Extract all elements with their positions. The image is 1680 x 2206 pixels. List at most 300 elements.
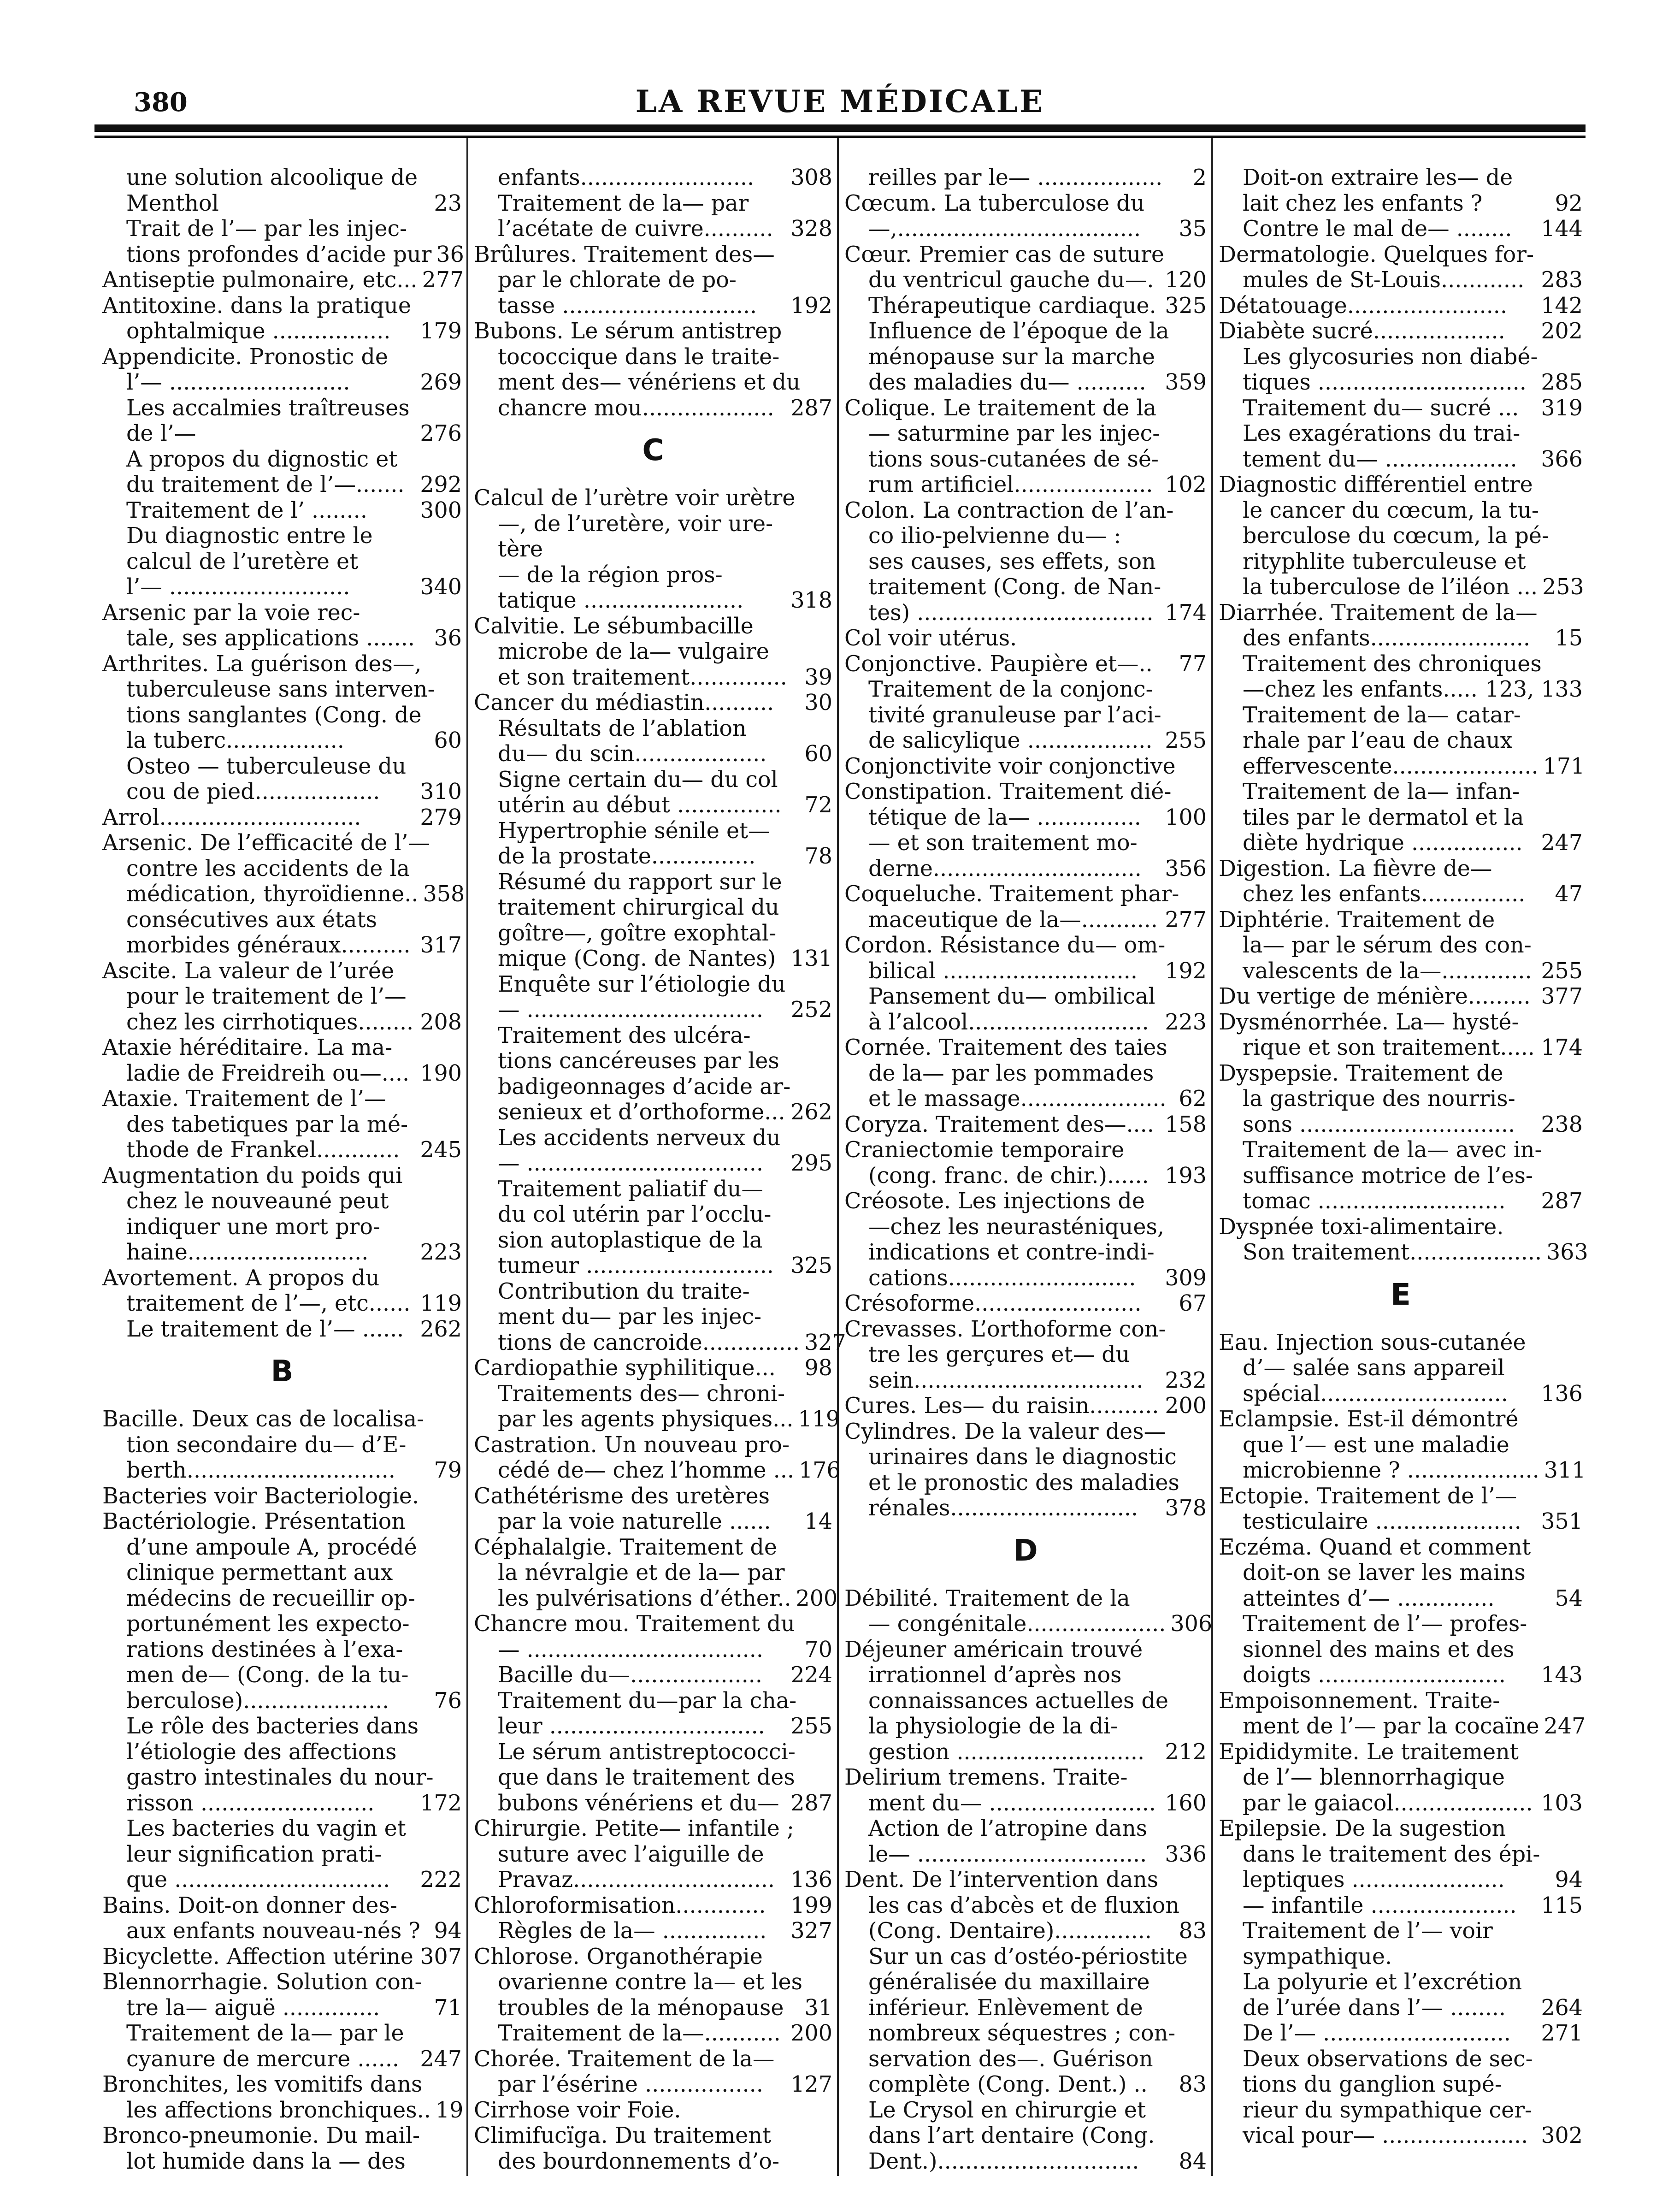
entry-text: — .................................. (498, 1151, 763, 1176)
index-entry (102, 523, 462, 600)
entry-text: senieux et d’orthoforme... (498, 1100, 785, 1125)
index-entry (474, 1177, 832, 1279)
index-line (102, 165, 462, 191)
index-line (102, 549, 462, 575)
index-line (1219, 1918, 1583, 1944)
page-reference: 317 (420, 933, 462, 958)
entry-text: ment de l’— par la cocaïne (1243, 1714, 1539, 1739)
entry-text: sein................................. (868, 1367, 1144, 1393)
index-line (102, 1509, 462, 1535)
index-line (474, 511, 832, 537)
index-line (474, 370, 832, 396)
entry-text: Cancer du médiastin.......... (474, 690, 774, 716)
entry-text: sion autoplastique de la (498, 1227, 763, 1253)
index-entry (1219, 600, 1583, 856)
index-line (1219, 319, 1583, 344)
page-reference: 255 (1541, 958, 1583, 984)
index-line (102, 1484, 462, 1509)
page-reference: 143 (1541, 1662, 1583, 1688)
index-line (102, 907, 462, 933)
page-reference: 192 (790, 293, 832, 319)
entry-text: Traitement de la conjonc- (868, 677, 1153, 702)
page-reference: 247 (1544, 1714, 1586, 1739)
index-line (474, 818, 832, 844)
entry-text: gestion ........................... (868, 1739, 1145, 1765)
page-reference: 2 (1192, 165, 1207, 190)
page-reference: 98 (804, 1355, 832, 1381)
entry-text: Les accidents nerveux du (498, 1125, 781, 1151)
entry-text: tions profondes d’acide pur (126, 242, 432, 267)
index-line (1219, 1637, 1583, 1663)
page-reference: 295 (790, 1151, 832, 1176)
entry-text: médecins de recueillir op- (126, 1585, 415, 1611)
index-line (1219, 1509, 1583, 1535)
index-line (844, 1637, 1207, 1663)
index-line (102, 1035, 462, 1061)
entry-text: Doit-on extraire les— de (1243, 165, 1513, 190)
entry-text: aux enfants nouveau-nés ? (126, 1918, 420, 1944)
index-entry (1219, 1407, 1586, 1484)
index-line (844, 1586, 1207, 1612)
index-line (844, 881, 1207, 907)
index-line (844, 1791, 1207, 1816)
index-line (1219, 805, 1583, 831)
entry-text: Les glycosuries non diabé- (1243, 344, 1538, 370)
index-line (1219, 1765, 1583, 1791)
index-line (844, 319, 1207, 344)
entry-text: tes) .................................. (868, 600, 1154, 626)
index-line (474, 242, 832, 268)
entry-text: tasse ............................ (498, 293, 757, 319)
index-line (1219, 216, 1583, 242)
entry-text: —, de l’uretère, voir ure- (498, 511, 773, 537)
index-line (474, 2149, 832, 2175)
entry-text: vical pour— ..................... (1243, 2123, 1528, 2148)
entry-text: Influence de l’époque de la (868, 319, 1169, 344)
index-line (1219, 1842, 1583, 1868)
entry-text: Bacille. Deux cas de localisa- (102, 1407, 424, 1432)
entry-text: Calcul de l’urètre voir urètre (474, 485, 796, 511)
page-reference: 340 (420, 574, 462, 600)
index-line (844, 1010, 1207, 1035)
index-entry (1219, 165, 1583, 242)
entry-text: tococcique dans le traite- (498, 344, 780, 370)
index-entry (844, 242, 1207, 396)
entry-text: Epilepsie. De la sugestion (1219, 1816, 1506, 1841)
index-entry (1219, 984, 1583, 1010)
entry-text: ménopause sur la marche (868, 344, 1155, 370)
index-line (844, 498, 1207, 524)
index-line (102, 498, 462, 524)
index-line (474, 997, 832, 1023)
entry-text: Les exagérations du trai- (1243, 421, 1521, 446)
index-entry (102, 830, 465, 958)
index-line (1219, 856, 1583, 882)
entry-text: Coryza. Traitement des—.... (844, 1112, 1154, 1137)
index-entry (474, 614, 832, 691)
index-entry (1219, 1330, 1583, 1407)
entry-text: Résultats de l’ablation (498, 716, 747, 741)
entry-text: sons ............................... (1243, 1112, 1515, 1137)
index-line (474, 1177, 832, 1202)
entry-text: tiles par le dermatol et la (1243, 804, 1524, 830)
entry-text: men de— (Cong. de la tu- (126, 1662, 409, 1688)
entry-text: Traitement de la— catar- (1243, 702, 1521, 728)
page-reference: 277 (422, 267, 464, 293)
index-line (1219, 1330, 1583, 1356)
index-line (474, 562, 832, 588)
index-line (102, 1893, 462, 1919)
entry-text: Ataxie. Traitement de l’— (102, 1086, 386, 1112)
index-line (844, 1765, 1207, 1791)
index-line (102, 523, 462, 549)
index-entry (1219, 856, 1583, 907)
entry-text: — .................................. (498, 1637, 763, 1662)
index-line (844, 1944, 1207, 1970)
index-line (474, 614, 832, 639)
index-line (474, 267, 832, 293)
entry-text: Arthrites. La guérison des—, (102, 651, 422, 677)
entry-text: thode de Frankel............ (126, 1137, 400, 1163)
index-line (844, 2149, 1207, 2175)
entry-text: lait chez les enfants ? (1243, 190, 1483, 216)
index-line (474, 1739, 832, 1765)
index-line (102, 984, 462, 1010)
index-line (102, 881, 465, 907)
page-reference: 76 (434, 1688, 462, 1714)
index-entry (102, 805, 462, 831)
entry-text: Constipation. Traitement dié- (844, 779, 1172, 804)
entry-text: à l’alcool.......................... (868, 1009, 1149, 1035)
index-line (1219, 344, 1583, 370)
entry-text: — infantile ..................... (1243, 1893, 1517, 1918)
index-line (1219, 1816, 1583, 1842)
entry-text: Blennorrhagie. Solution con- (102, 1969, 422, 1995)
page-reference: 94 (434, 1918, 462, 1944)
index-line (1219, 1240, 1588, 1266)
entry-text: Deux observations de sec- (1243, 2046, 1533, 2072)
index-entry (102, 1816, 462, 1893)
index-entry (474, 1534, 838, 1612)
entry-text: Coqueluche. Traitement phar- (844, 881, 1179, 907)
entry-text: Déjeuner américain trouvé (844, 1637, 1143, 1662)
entry-text: Avortement. A propos du (102, 1265, 380, 1291)
header-rule-thick (94, 124, 1586, 132)
entry-text: inférieur. Enlèvement de (868, 1995, 1143, 2021)
entry-text: Thérapeutique cardiaque. (868, 293, 1156, 319)
entry-text: Traitement de l’— profes- (1243, 1611, 1527, 1637)
page-reference: 325 (1165, 293, 1207, 319)
entry-text: cou de pied.................. (126, 779, 380, 804)
index-entry (102, 293, 462, 344)
index-line (1219, 2123, 1583, 2149)
entry-text: cations........................... (868, 1265, 1136, 1291)
index-line (1219, 1791, 1583, 1816)
index-line (1219, 1035, 1583, 1061)
index-line (844, 370, 1207, 396)
page-reference: 119 (420, 1291, 462, 1316)
entry-text: leur ............................... (498, 1714, 765, 1739)
index-line (474, 1969, 832, 1995)
index-line (474, 844, 832, 869)
entry-text: Menthol (126, 190, 219, 216)
entry-text: sympathique. (1243, 1944, 1392, 1969)
index-line (102, 1086, 462, 1112)
index-line (844, 1393, 1207, 1419)
index-entry (474, 319, 832, 421)
index-entry (474, 1816, 832, 1893)
index-line (844, 651, 1207, 677)
entry-text: rhale par l’eau de chaux (1243, 728, 1513, 753)
index-line (844, 447, 1207, 473)
index-line (844, 1035, 1207, 1061)
index-line (844, 216, 1207, 242)
page-reference: 120 (1165, 267, 1207, 293)
entry-text: doit-on se laver les mains (1243, 1560, 1526, 1585)
index-line (102, 805, 462, 831)
entry-text: des maladies du— .......... (868, 370, 1146, 395)
entry-text: Craniectomie temporaire (844, 1137, 1125, 1163)
entry-text: rityphlite tuberculeuse et (1243, 549, 1526, 574)
entry-text: A propos du dignostic et (126, 446, 398, 472)
entry-text: l’acétate de cuivre.......... (498, 216, 773, 242)
index-line (844, 1688, 1207, 1714)
index-column-4 (1219, 165, 1588, 2184)
index-line (474, 2098, 832, 2123)
page-reference: 119 (798, 1407, 840, 1432)
index-entry (102, 754, 462, 805)
entry-text: Bains. Doit-on donner des- (102, 1893, 397, 1918)
index-line (1219, 421, 1583, 447)
page-reference: 277 (1165, 907, 1207, 933)
entry-text: mique (Cong. de Nantes) (498, 946, 776, 971)
page-reference: 174 (1541, 1035, 1583, 1060)
index-line (1219, 2021, 1583, 2046)
index-entry (474, 1023, 832, 1125)
index-line (474, 869, 832, 895)
entry-text: Détatouage....................... (1219, 293, 1507, 319)
page-reference: 60 (434, 728, 462, 753)
page-reference: 70 (804, 1637, 832, 1662)
entry-text: Chorée. Traitement de la— (474, 2046, 775, 2072)
entry-text: Cylindres. De la valeur des— (844, 1419, 1166, 1444)
entry-text: Traitement des chroniques (1243, 651, 1542, 677)
entry-text: dans le traitement des épi- (1243, 1841, 1540, 1867)
index-line (474, 588, 832, 614)
page-reference: 30 (804, 690, 832, 716)
index-line (102, 1842, 462, 1868)
index-entry (474, 1432, 841, 1484)
index-entry (844, 1035, 1207, 1112)
index-line (102, 574, 462, 600)
entry-text: tatique ....................... (498, 588, 744, 613)
index-line (844, 267, 1207, 293)
entry-text: valescents de la—............. (1243, 958, 1532, 984)
entry-text: rieur du sympathique cer- (1243, 2097, 1533, 2123)
index-line (844, 396, 1207, 421)
index-line (102, 1560, 462, 1586)
entry-text: ladie de Freidreih ou—.... (126, 1060, 410, 1086)
index-line (1219, 1432, 1583, 1458)
entry-text: de la— par les pommades (868, 1060, 1154, 1086)
page-reference: 325 (790, 1253, 832, 1278)
index-entry (474, 690, 832, 767)
page-reference: 247 (420, 2046, 462, 2072)
index-entry (844, 881, 1207, 933)
index-line (1219, 549, 1583, 575)
index-line (474, 1816, 832, 1842)
index-entry (474, 485, 832, 614)
index-line (474, 1100, 832, 1125)
entry-text: testiculaire ..................... (1243, 1509, 1521, 1534)
entry-text: Traitement du— sucré ... (1243, 395, 1519, 421)
entry-text: par le chlorate de po- (498, 267, 737, 293)
entry-text: tiques .............................. (1243, 370, 1527, 395)
entry-text: spécial........................... (1243, 1381, 1508, 1407)
entry-text: connaissances actuelles de (868, 1688, 1168, 1714)
index-line (474, 1918, 832, 1944)
entry-text: Cirrhose voir Foie. (474, 2097, 681, 2123)
index-entry (102, 1086, 462, 1163)
index-entry (474, 1484, 832, 1535)
entry-text: Chloroformisation............. (474, 1893, 766, 1918)
entry-text: tre les gerçures et— du (868, 1342, 1130, 1367)
index-line (102, 370, 462, 396)
entry-text: goître—, goître exophtal- (498, 920, 777, 946)
page-reference: 172 (420, 1790, 462, 1816)
entry-text: enfants......................... (498, 165, 755, 190)
index-entry (102, 2123, 462, 2174)
entry-text: Empoisonnement. Traite- (1219, 1688, 1500, 1714)
index-line (474, 1125, 832, 1151)
entry-text: chez les cirrhotiques........ (126, 1009, 414, 1035)
entry-text: rique et son traitement..... (1243, 1035, 1535, 1060)
index-line (1219, 907, 1583, 933)
page-reference: 19 (435, 2097, 464, 2123)
entry-text: La polyurie et l’excrétion (1243, 1969, 1522, 1995)
index-line (474, 972, 832, 998)
page-reference: 83 (1179, 2072, 1207, 2097)
entry-text: Chlorose. Organothérapie (474, 1944, 763, 1969)
entry-text: pour le traitement de l’— (126, 984, 407, 1009)
entry-text: Du vertige de ménière......... (1219, 984, 1531, 1009)
index-line (474, 1867, 832, 1893)
entry-text: Cardiopathie syphilitique... (474, 1355, 776, 1381)
index-line (844, 1470, 1207, 1496)
page-reference: 292 (420, 472, 462, 497)
entry-text: Dermatologie. Quelques for- (1219, 242, 1534, 267)
index-line (102, 830, 462, 856)
entry-text: consécutives aux états (126, 907, 377, 933)
index-line (102, 2072, 462, 2098)
index-line (474, 2046, 832, 2072)
index-line (474, 1355, 832, 1381)
index-line (474, 1944, 832, 1970)
index-line (474, 1509, 832, 1535)
entry-text: Sur un cas d’ostéo-périostite (868, 1944, 1188, 1969)
page-reference: 356 (1165, 856, 1207, 881)
index-entry (474, 1611, 832, 1739)
index-line (844, 984, 1207, 1010)
index-line (844, 1240, 1207, 1266)
page-reference: 174 (1165, 600, 1207, 626)
index-line (1219, 293, 1583, 319)
index-line (474, 2021, 832, 2046)
index-entry (1219, 1816, 1583, 2149)
index-line (102, 242, 462, 268)
page-reference: 193 (1165, 1163, 1207, 1189)
index-entry (844, 191, 1207, 242)
entry-text: de l’urée dans l’— ........ (1243, 1995, 1506, 2021)
entry-text: la— par le sérum des con- (1243, 933, 1532, 958)
entry-text: Traitement de la— par le (126, 2021, 404, 2046)
index-entry (844, 754, 1207, 780)
index-line (844, 1214, 1207, 1240)
index-entry (844, 1765, 1207, 1867)
entry-text: Cordon. Résistance du— om- (844, 933, 1166, 958)
index-line (102, 1291, 462, 1317)
entry-text: Pravaz............................. (498, 1867, 775, 1893)
page-reference: 253 (1542, 574, 1584, 600)
index-line (102, 1944, 462, 1970)
page-reference: 264 (1541, 1995, 1583, 2021)
index-line (474, 639, 832, 665)
index-line (102, 319, 462, 344)
index-line (844, 165, 1207, 191)
entry-text: tions sous-cutanées de sé- (868, 446, 1159, 472)
index-line (102, 1407, 462, 1432)
entry-text: par le gaiacol.................... (1243, 1790, 1533, 1816)
index-line (102, 1637, 462, 1663)
index-entry (102, 651, 462, 754)
index-line (844, 1137, 1207, 1163)
index-entry (1219, 472, 1583, 600)
entry-text: par la voie naturelle ...... (498, 1509, 771, 1534)
index-line (844, 1266, 1207, 1291)
index-line (102, 1995, 462, 2021)
entry-text: Le Crysol en chirurgie et (868, 2097, 1146, 2123)
entry-text: cyanure de mercure ...... (126, 2046, 400, 2072)
index-line (474, 191, 832, 217)
entry-text: troubles de la ménopause (498, 1995, 784, 2021)
entry-text: Contribution du traite- (498, 1278, 750, 1304)
page-reference: 327 (804, 1330, 846, 1355)
index-line (474, 396, 832, 421)
entry-text: Arrol............................. (102, 804, 361, 830)
entry-text: Conjonctivite voir conjonctive (844, 753, 1176, 779)
index-entry (102, 1266, 462, 1343)
entry-text: tumeur ........................... (498, 1253, 774, 1278)
page-reference: 309 (1165, 1265, 1207, 1291)
index-entry (844, 1189, 1207, 1291)
index-line (1219, 1112, 1583, 1138)
index-entry (1219, 1214, 1588, 1266)
page-reference: 171 (1543, 753, 1585, 779)
index-line (474, 1662, 832, 1688)
page-reference: 252 (790, 997, 832, 1023)
index-entry (844, 1317, 1207, 1394)
entry-text: —chez les neurasténiques, (868, 1214, 1164, 1240)
page-number: 380 (134, 87, 188, 118)
page-reference: 127 (790, 2072, 832, 2097)
index-line (474, 1484, 832, 1509)
index-line (844, 293, 1207, 319)
page-reference: 190 (420, 1060, 462, 1086)
page-reference: 100 (1165, 804, 1207, 830)
entry-text: Action de l’atropine dans (868, 1816, 1148, 1841)
page-reference: 262 (420, 1316, 462, 1342)
entry-text: Colique. Le traitement de la (844, 395, 1156, 421)
